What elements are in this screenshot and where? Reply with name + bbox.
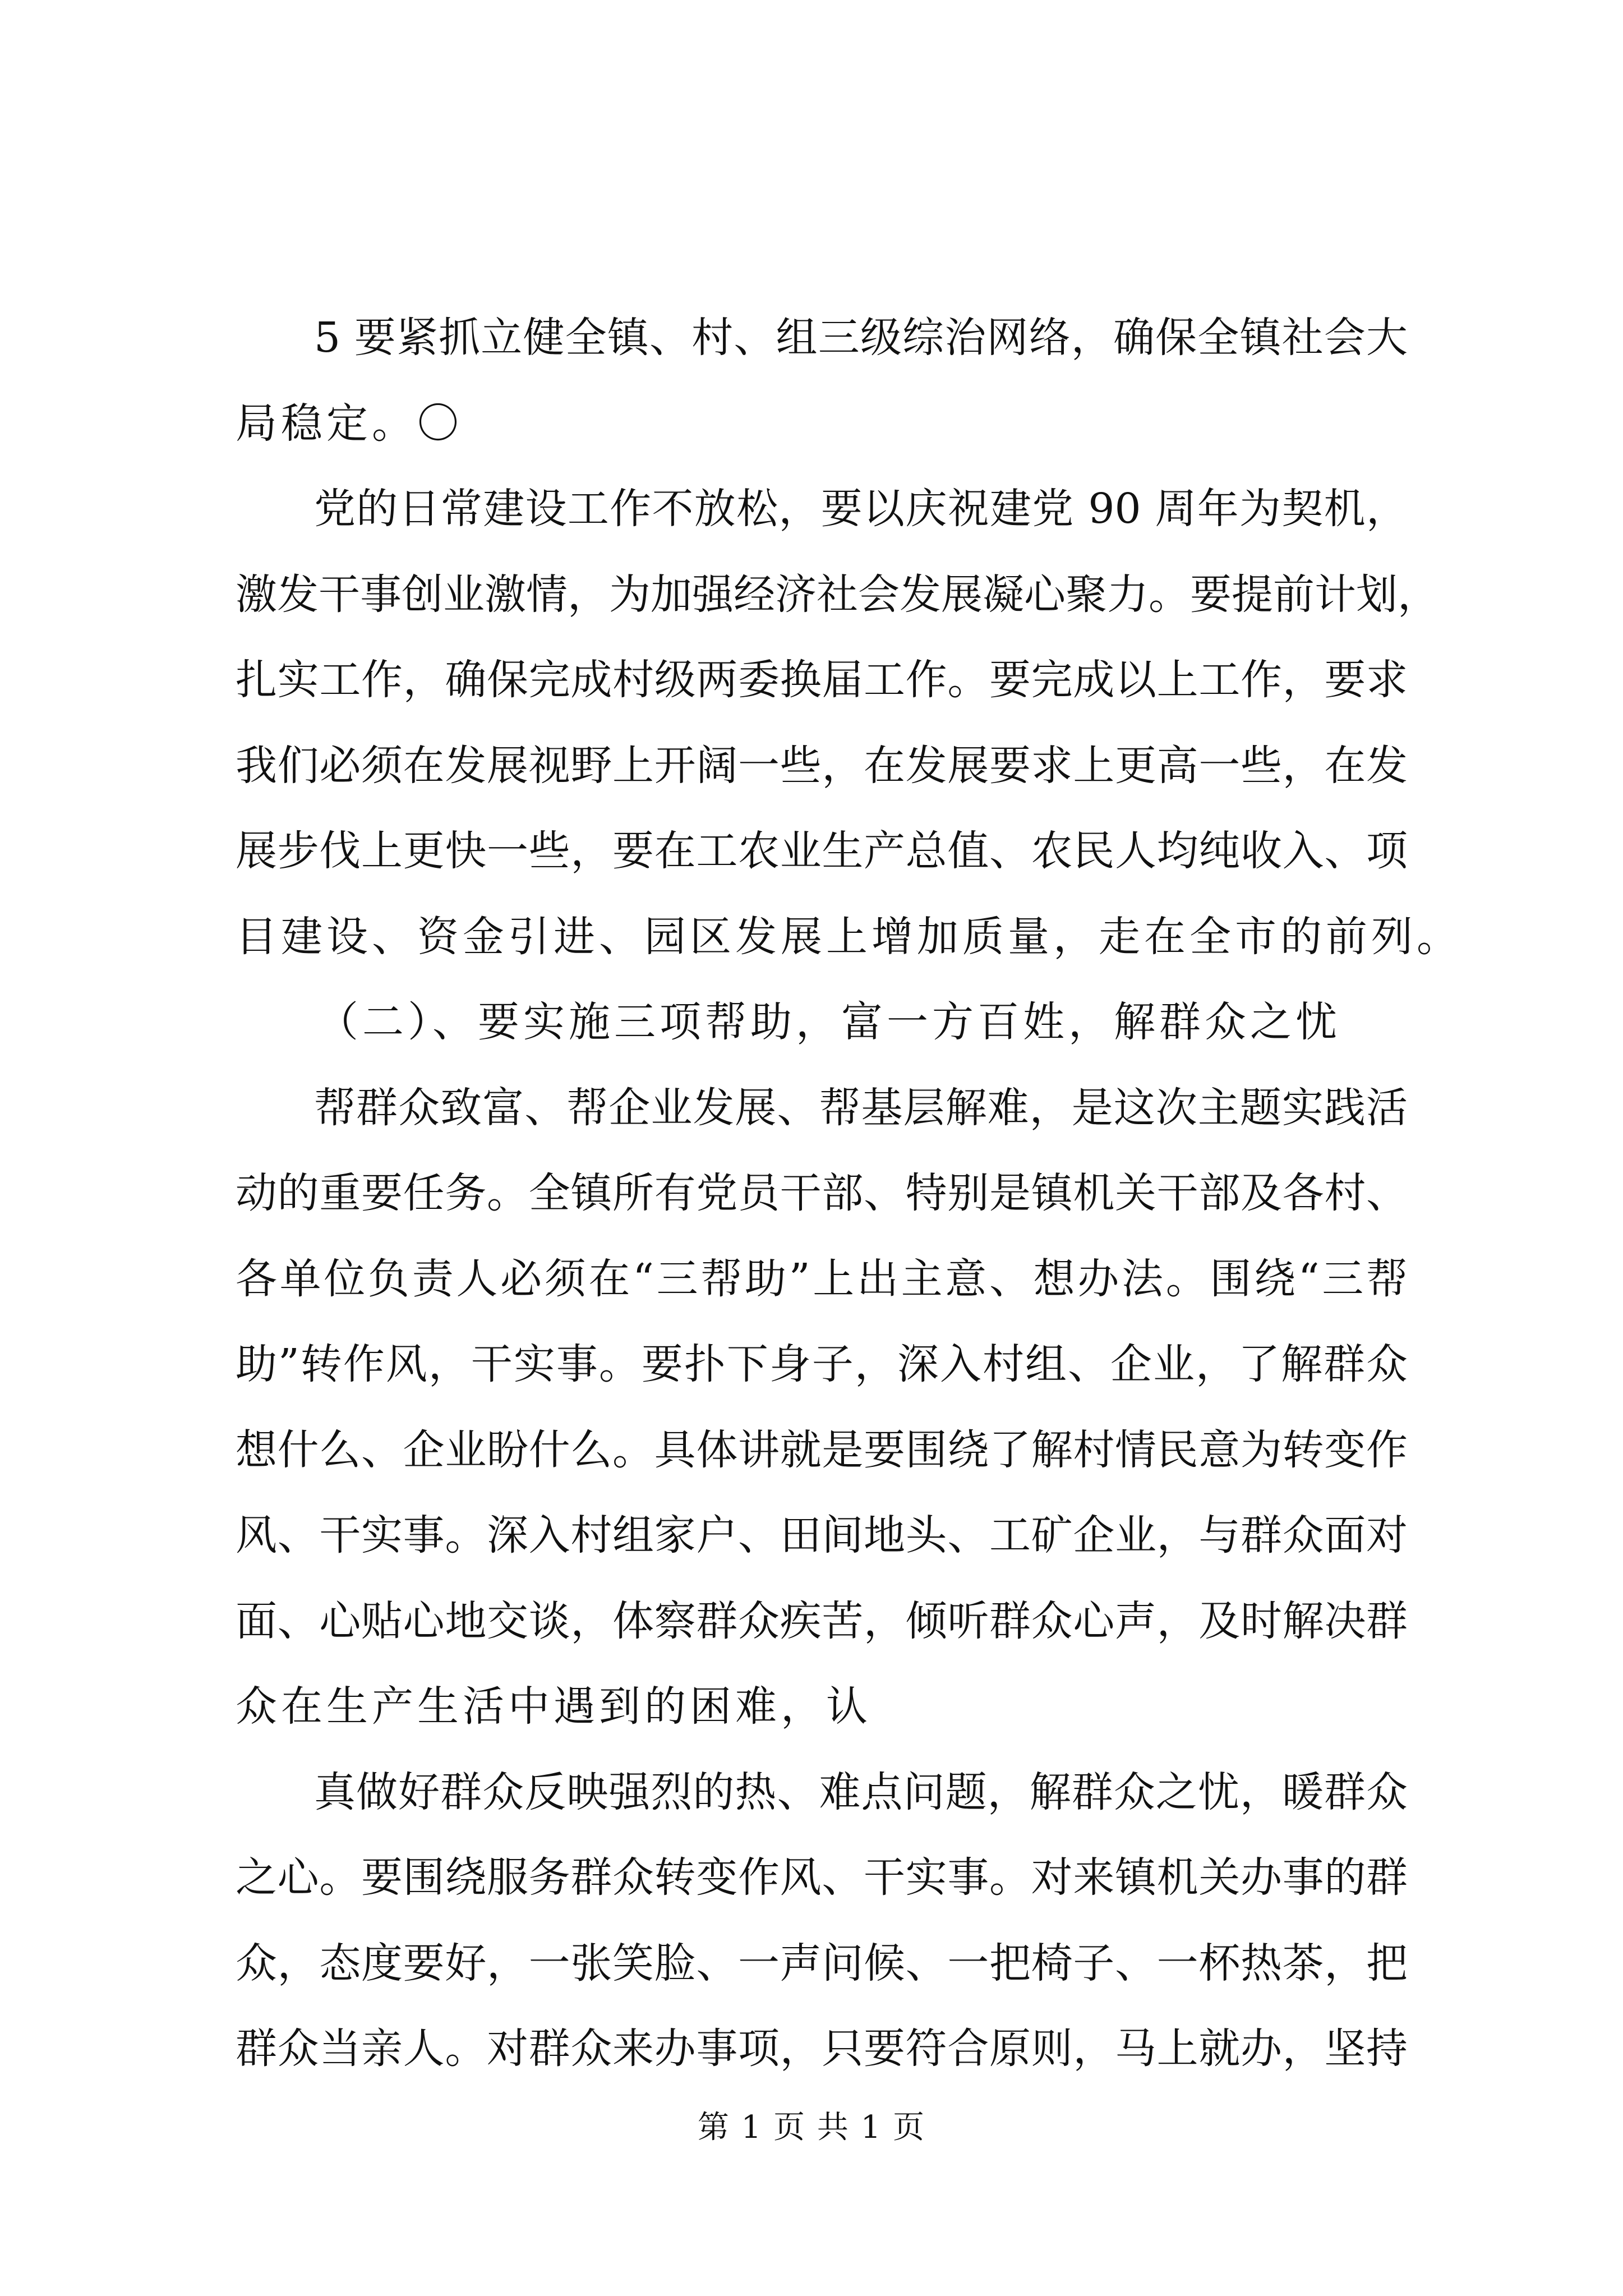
paragraph-line: 真做好群众反映强烈的热、难点问题，解群众之忧，暖群众 (314, 1768, 1408, 1816)
paragraph-line: 局稳定。〇 (236, 399, 463, 448)
paragraph-line: 目建设、资金引进、园区发展上增加质量，走在全市的前列。 (236, 913, 1462, 961)
paragraph-line: 想什么、企业盼什么。具体讲就是要围绕了解村情民意为转变作 (236, 1426, 1408, 1474)
page-number-label: 第 1 页 共 1 页 (697, 2109, 926, 2146)
paragraph-line: 我们必须在发展视野上开阔一些，在发展要求上更高一些，在发 (236, 742, 1408, 790)
paragraph-line: 动的重要任务。全镇所有党员干部、特别是镇机关干部及各村、 (236, 1169, 1408, 1217)
page-footer (0, 2108, 1623, 2147)
paragraph-line: 众，态度要好，一张笑脸、一声问候、一把椅子、一杯热茶，把 (236, 1939, 1408, 1987)
paragraph-line: 各单位负责人必须在“三帮助”上出主意、想办法。围绕“三帮 (236, 1255, 1408, 1303)
paragraph-line: 面、心贴心地交谈，体察群众疾苦，倾听群众心声，及时解决群 (236, 1597, 1408, 1645)
paragraph-line: 党的日常建设工作不放松，要以庆祝建党 90 周年为契机， (314, 485, 1408, 533)
paragraph-line: 风、干实事。深入村组家户、田间地头、工矿企业，与群众面对 (236, 1511, 1408, 1559)
paragraph-line: 5 要紧抓立健全镇、村、组三级综治网络，确保全镇社会大 (314, 314, 1408, 362)
paragraph-line: 助”转作风，干实事。要扑下身子，深入村组、企业，了解群众 (236, 1340, 1408, 1388)
paragraph-line: 展步伐上更快一些，要在工农业生产总值、农民人均纯收入、项 (236, 827, 1408, 875)
section-heading: （二）、要实施三项帮助，富一方百姓，解群众之忧 (317, 998, 1341, 1046)
paragraph-line: 众在生产生活中遇到的困难，认 (236, 1682, 872, 1731)
paragraph-line: 扎实工作，确保完成村级两委换届工作。要完成以上工作，要求 (236, 656, 1408, 704)
paragraph-line: 帮群众致富、帮企业发展、帮基层解难，是这次主题实践活 (314, 1084, 1408, 1132)
paragraph-line: 群众当亲人。对群众来办事项，只要符合原则，马上就办，坚持 (236, 2024, 1408, 2073)
paragraph-line: 激发干事创业激情，为加强经济社会发展凝心聚力。要提前计划， (236, 570, 1439, 619)
paragraph-line: 之心。要围绕服务群众转变作风、干实事。对来镇机关办事的群 (236, 1853, 1408, 1902)
